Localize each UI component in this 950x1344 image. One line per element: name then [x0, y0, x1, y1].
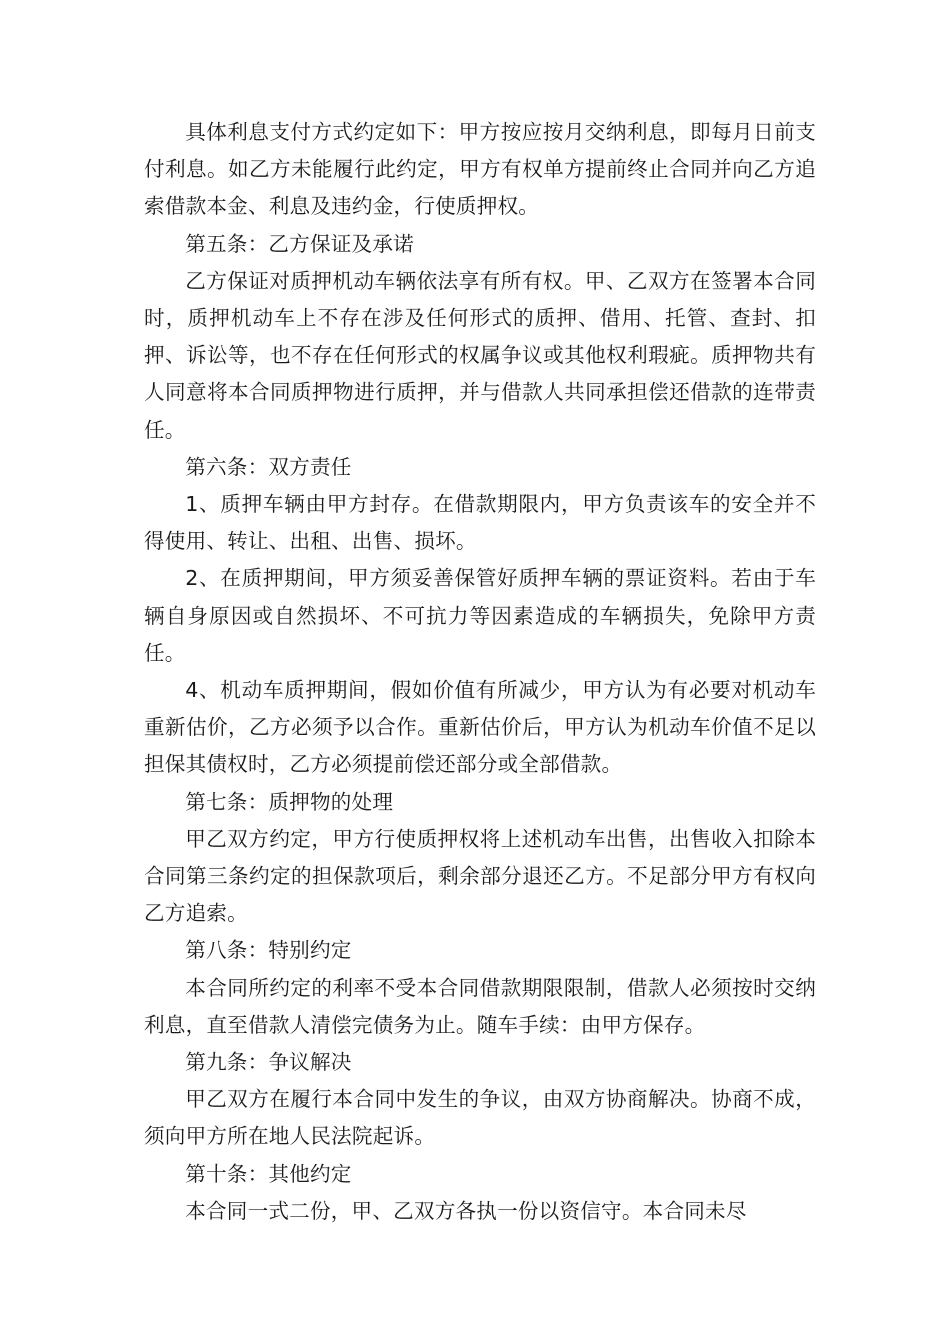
heading-article-6: 第六条：双方责任 [185, 454, 352, 479]
paragraph-article-6-item-4: 4、机动车质押期间，假如价值有所减少，甲方认为有必要对机动车重新估价，乙方必须予以合作。重新估价后，甲方认为机动车价值不足以担保其债权时，乙方必须提前偿还部分或全部借款。 [144, 678, 816, 777]
paragraph-article-8-body: 本合同所约定的利率不受本合同借款期限限制，借款人必须按时交纳利息，直至借款人清偿完债务为止。随车手续：由甲方保存。 [144, 975, 816, 1037]
paragraph-article-10-body: 本合同一式二份，甲、乙双方各执一份以资信守。本合同未尽 [185, 1198, 747, 1223]
heading-article-9: 第九条：争议解决 [185, 1050, 352, 1075]
heading-article-5: 第五条：乙方保证及承诺 [185, 231, 414, 256]
paragraph-article-6-item-2: 2、在质押期间，甲方须妥善保管好质押车辆的票证资料。若由于车辆自身原因或自然损坏、不可抗力等因素造成的车辆损失，免除甲方责任。 [144, 566, 816, 665]
heading-article-8: 第八条：特别约定 [185, 938, 352, 963]
heading-article-10: 第十条：其他约定 [185, 1161, 352, 1186]
paragraph-article-5-body: 乙方保证对质押机动车辆依法享有所有权。甲、乙双方在签署本合同时，质押机动车上不存在涉及任何形式的质押、借用、托管、查封、扣押、诉讼等，也不存在任何形式的权属争议或其他权利瑕疵。质押物共有人同意将本合同质押物进行质押，并与借款人共同承担偿还借款的连带责任。 [144, 268, 816, 442]
paragraph-article-6-item-1: 1、质押车辆由甲方封存。在借款期限内，甲方负责该车的安全并不得使用、转让、出租、出售、损坏。 [144, 492, 816, 554]
document-body [144, 114, 816, 1230]
paragraph-interest-payment: 具体利息支付方式约定如下：甲方按应按月交纳利息，即每月日前支付利息。如乙方未能履行此约定，甲方有权单方提前终止合同并向乙方追索借款本金、利息及违约金，行使质押权。 [144, 120, 816, 219]
paragraph-article-7-body: 甲乙双方约定，甲方行使质押权将上述机动车出售，出售收入扣除本合同第三条约定的担保款项后，剩余部分退还乙方。不足部分甲方有权向乙方追索。 [144, 826, 816, 926]
paragraph-article-9-body: 甲乙双方在履行本合同中发生的争议，由双方协商解决。协商不成，须向甲方所在地人民法院起诉。 [144, 1087, 816, 1149]
heading-article-7: 第七条：质押物的处理 [185, 789, 394, 814]
